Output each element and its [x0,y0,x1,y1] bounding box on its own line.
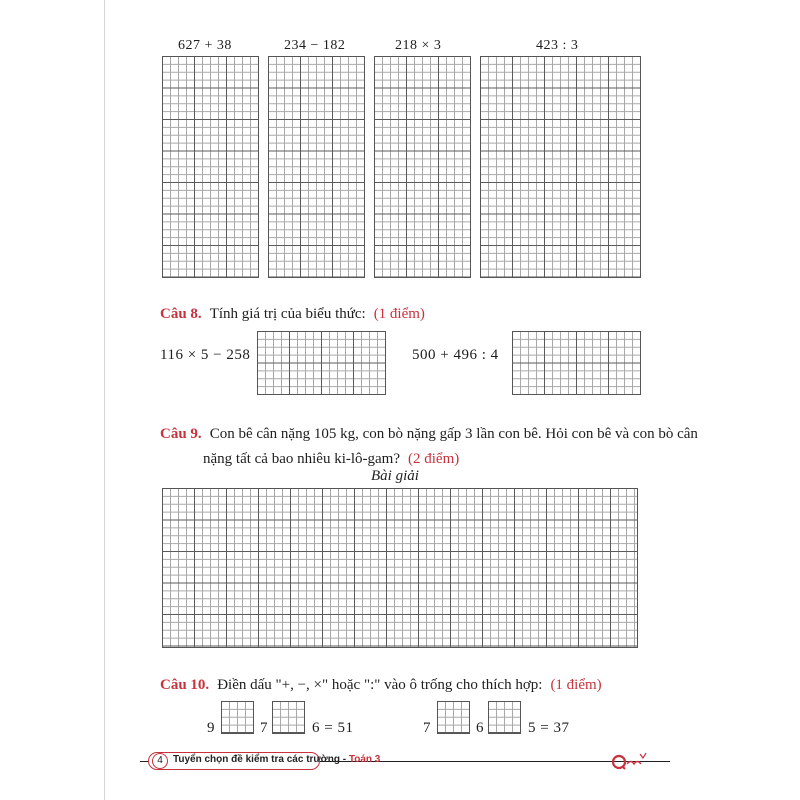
qbooks-logo [612,750,648,772]
expression-1-grid[interactable] [257,331,386,395]
question-9-text-line2: nặng tất cả bao nhiêu ki-lô-gam? [203,451,401,467]
question-8-score: (1 điểm) [373,306,425,322]
work-grid-4[interactable] [480,56,641,278]
work-grid-1[interactable] [162,56,259,278]
work-grid-2[interactable] [268,56,365,278]
footer-subject: Toán 3 [348,754,381,765]
operation-1: 627 + 38 [178,38,232,53]
footer-title-text: Tuyển chọn đề kiểm tra các trường - [173,754,347,765]
operation-2: 234 − 182 [284,38,346,53]
eq1-operand-b: 7 [260,720,268,736]
question-9-score: (2 điểm) [408,451,460,467]
question-9-line2 [203,450,459,468]
eq2-operand-b: 6 [476,720,484,736]
question-8-number: Câu 8. [160,306,202,322]
eq1-blank-1[interactable] [221,701,254,734]
eq2-blank-2[interactable] [488,701,521,734]
question-9 [160,425,698,443]
question-10 [160,676,602,694]
footer-title [173,754,380,765]
question-8-text: Tính giá trị của biểu thức: [209,306,366,322]
expression-1: 116 × 5 − 258 [160,347,251,363]
question-9-text-line1: Con bê cân nặng 105 kg, con bò nặng gấp 3 lần con bê. Hỏi con bê và con bò cân [209,426,698,442]
eq2-blank-1[interactable] [437,701,470,734]
expression-2-grid[interactable] [512,331,641,395]
eq2-result: 5 = 37 [528,720,570,736]
solution-label: Bài giải [371,468,419,484]
question-9-number: Câu 9. [160,426,202,442]
work-grid-3[interactable] [374,56,471,278]
page-number: 4 [152,753,168,769]
solution-grid[interactable] [162,488,638,648]
page-edge [104,0,105,800]
eq1-blank-2[interactable] [272,701,305,734]
question-10-text: Điền dấu "+, −, ×" hoặc ":" vào ô trống cho thích hợp: [217,677,543,693]
expression-2: 500 + 496 : 4 [412,347,499,363]
eq2-operand-a: 7 [423,720,431,736]
eq1-operand-a: 9 [207,720,215,736]
question-8 [160,305,425,323]
question-10-number: Câu 10. [160,677,210,693]
question-10-score: (1 điểm) [550,677,602,693]
eq1-result: 6 = 51 [312,720,354,736]
operation-4: 423 : 3 [536,38,579,53]
operation-3: 218 × 3 [395,38,442,53]
